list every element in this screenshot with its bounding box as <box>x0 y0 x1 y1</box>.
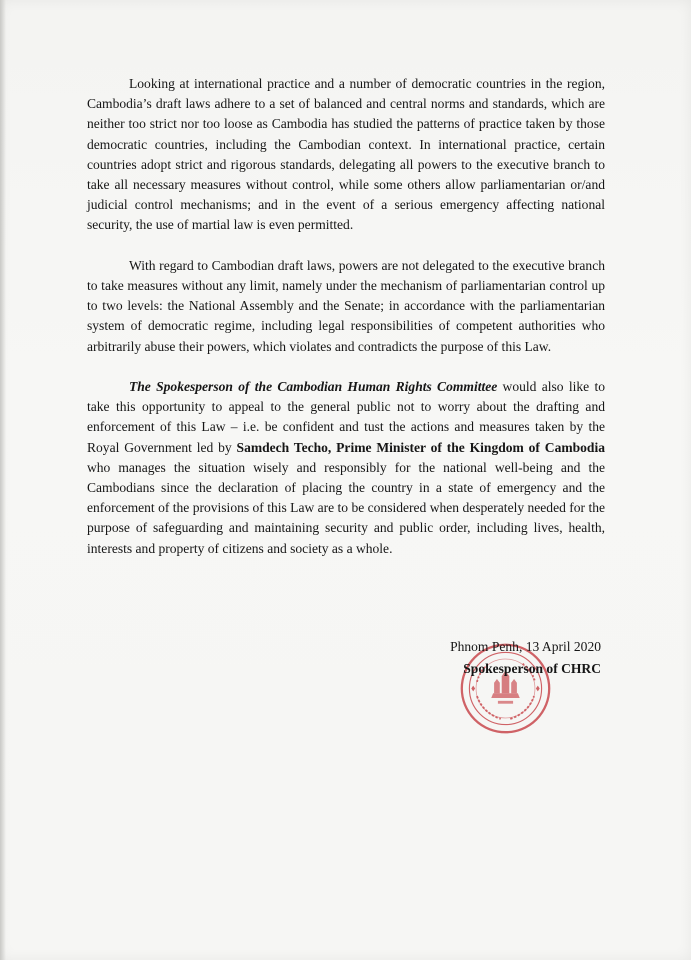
prime-minister-name: Samdech Techo, Prime Minister of the Kingdom of Cambodia <box>236 439 606 455</box>
paragraph-spokesperson-appeal <box>87 377 605 559</box>
signature-block <box>431 636 601 680</box>
page-edge-shadow <box>0 0 6 960</box>
signature-title: Spokesperson of CHRC <box>463 661 601 676</box>
appeal-text-part-2: who manages the situation wisely and responsibly for the national well-being and the Cambodians since the declaration of placing the country in a state of emergency and the enforcement of the provisions of this Law are to be considered when desperately needed for the purpose of safeguarding and maintaining security and public order, including lives, health, interests and property of citizens and society as a whole. <box>87 459 605 556</box>
paragraph-international-practice: Looking at international practice and a number of democratic countries in the region, Cambodia’s draft laws adhere to a set of balanced and central norms and standards, which are neither too strict nor too loose as Cambodia has studied the patterns of practice taken by those democratic countries, including the Cambodian context. In international practice, certain countries adopt strict and rigorous standards, delegating all powers to the executive branch to take all necessary measures without control, while some others allow parliamentarian or/and judicial control mechanisms; and in the event of a serious emergency affecting national security, the use of martial law is even permitted. <box>87 76 605 233</box>
appeal-text-part-1: would also like to take this opportunity to appeal to the general public not to worry about the drafting and enforcement of this Law – i.e. be confident and tust the actions and measures taken by the Royal Government led by <box>87 379 605 455</box>
paragraph-cambodian-draft-laws: With regard to Cambodian draft laws, powers are not delegated to the executive branch to take measures without any limit, namely under the mechanism of parliamentarian control up to two levels: the National Assembly and the Senate; in accordance with the parliamentarian system of democratic regime, including legal responsibilities of competent authorities who arbitrarily abuse their powers, which violates and contradicts the purpose of this Law. <box>87 257 605 354</box>
signature-place-date: Phnom Penh, 13 April 2020 <box>450 639 601 654</box>
document-body <box>87 74 605 579</box>
spokesperson-committee-name: The Spokesperson of the Cambodian Human Rights Committee <box>129 379 498 395</box>
